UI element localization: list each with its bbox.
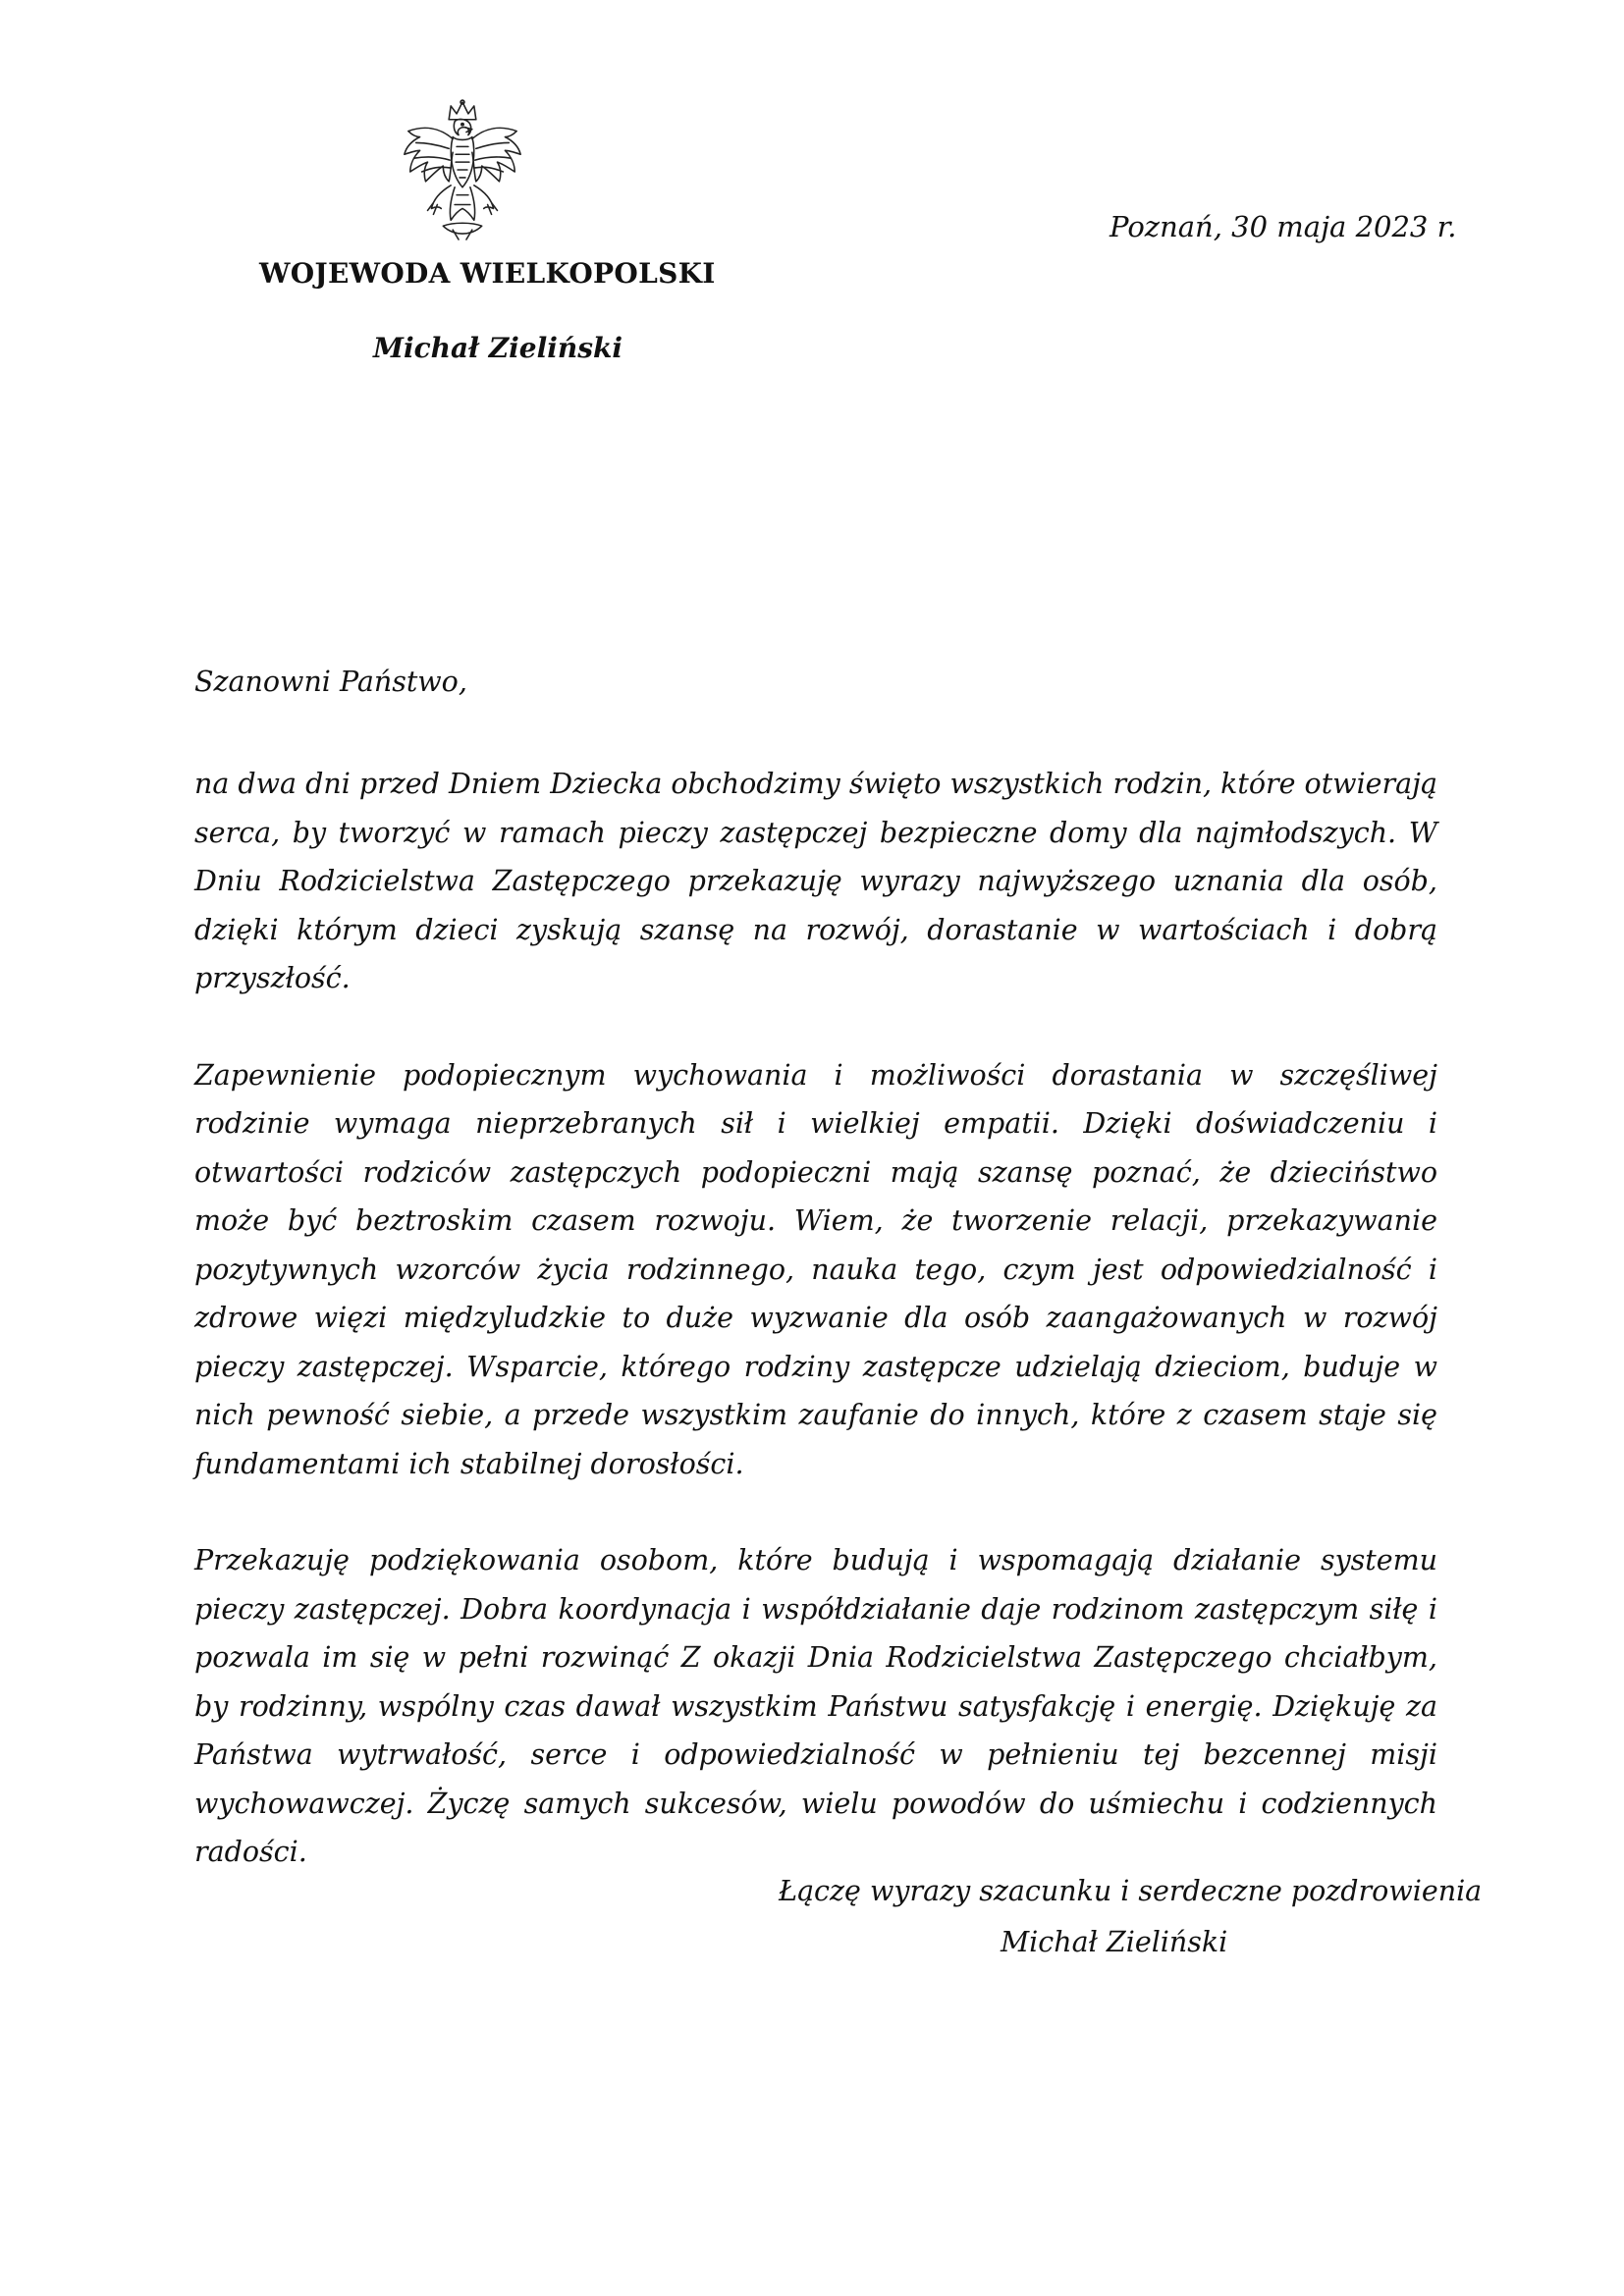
issuer-name: Michał Zieliński — [373, 332, 623, 364]
salutation: Szanowni Państwo, — [194, 666, 467, 698]
closing-formula: Łączę wyrazy szacunku i serdeczne pozdrowienia — [779, 1875, 1483, 1907]
issuer-office-title: WOJEWODA WIELKOPOLSKI — [259, 257, 716, 290]
letter-paragraph: Zapewnienie podopiecznym wychowania i możliwości dorastania w szczęśliwej rodzinie wymaga nieprzebranych sił i wielkiej empatii. Dzięki doświadczeniu i otwartości rodziców zastępczych podopieczni mają szansę poznać, że dzieciństwo może być beztroskim czasem rozwoju. Wiem, że tworzenie relacji, przekazywanie pozytywnych wzorców życia rodzinnego, nauka tego, czym jest odpowiedzialność i zdrowe więzi międzyludzkie to duże wyzwanie dla osób zaangażowanych w rozwój pieczy zastępczej. Wsparcie, którego rodziny zastępcze udzielają dzieciom, buduje w nich pewność siebie, a przede wszystkim zaufanie do innych, które z czasem staje się fundamentami ich stabilnej dorosłości. — [194, 1058, 1437, 1480]
letter-body — [194, 760, 1437, 1925]
place-and-date: Poznań, 30 maja 2023 r. — [1110, 210, 1457, 243]
letter-paragraph: Przekazuję podziękowania osobom, które budują i wspomagają działanie systemu pieczy zastępczej. Dobra koordynacja i współdziałanie daje rodzinom zastępczym siłę i pozwala im się w pełni rozwinąć Z okazji Dnia Rodzicielstwa Zastępczego chciałbym, by rodzinny, wspólny czas dawał wszystkim Państwu satysfakcję i energię. Dziękuję za Państwa wytrwałość, serce i odpowiedzialność w pełnieniu tej bezcennej misji wychowawczej. Życzę samych sukcesów, wielu powodów do uśmiechu i codziennych radości. — [194, 1544, 1437, 1868]
polish-eagle-emblem-icon — [395, 98, 530, 243]
letter-paragraph: na dwa dni przed Dniem Dziecka obchodzimy święto wszystkich rodzin, które otwierają serca, by tworzyć w ramach pieczy zastępczej bezpieczne domy dla najmłodszych. W Dniu Rodzicielstwa Zastępczego przekazuję wyrazy najwyższego uznania dla osób, dzięki którym dzieci zyskują szansę na rozwój, dorastanie w wartościach i dobrą przyszłość. — [194, 768, 1437, 994]
signature-name: Michał Zieliński — [1001, 1926, 1228, 1958]
